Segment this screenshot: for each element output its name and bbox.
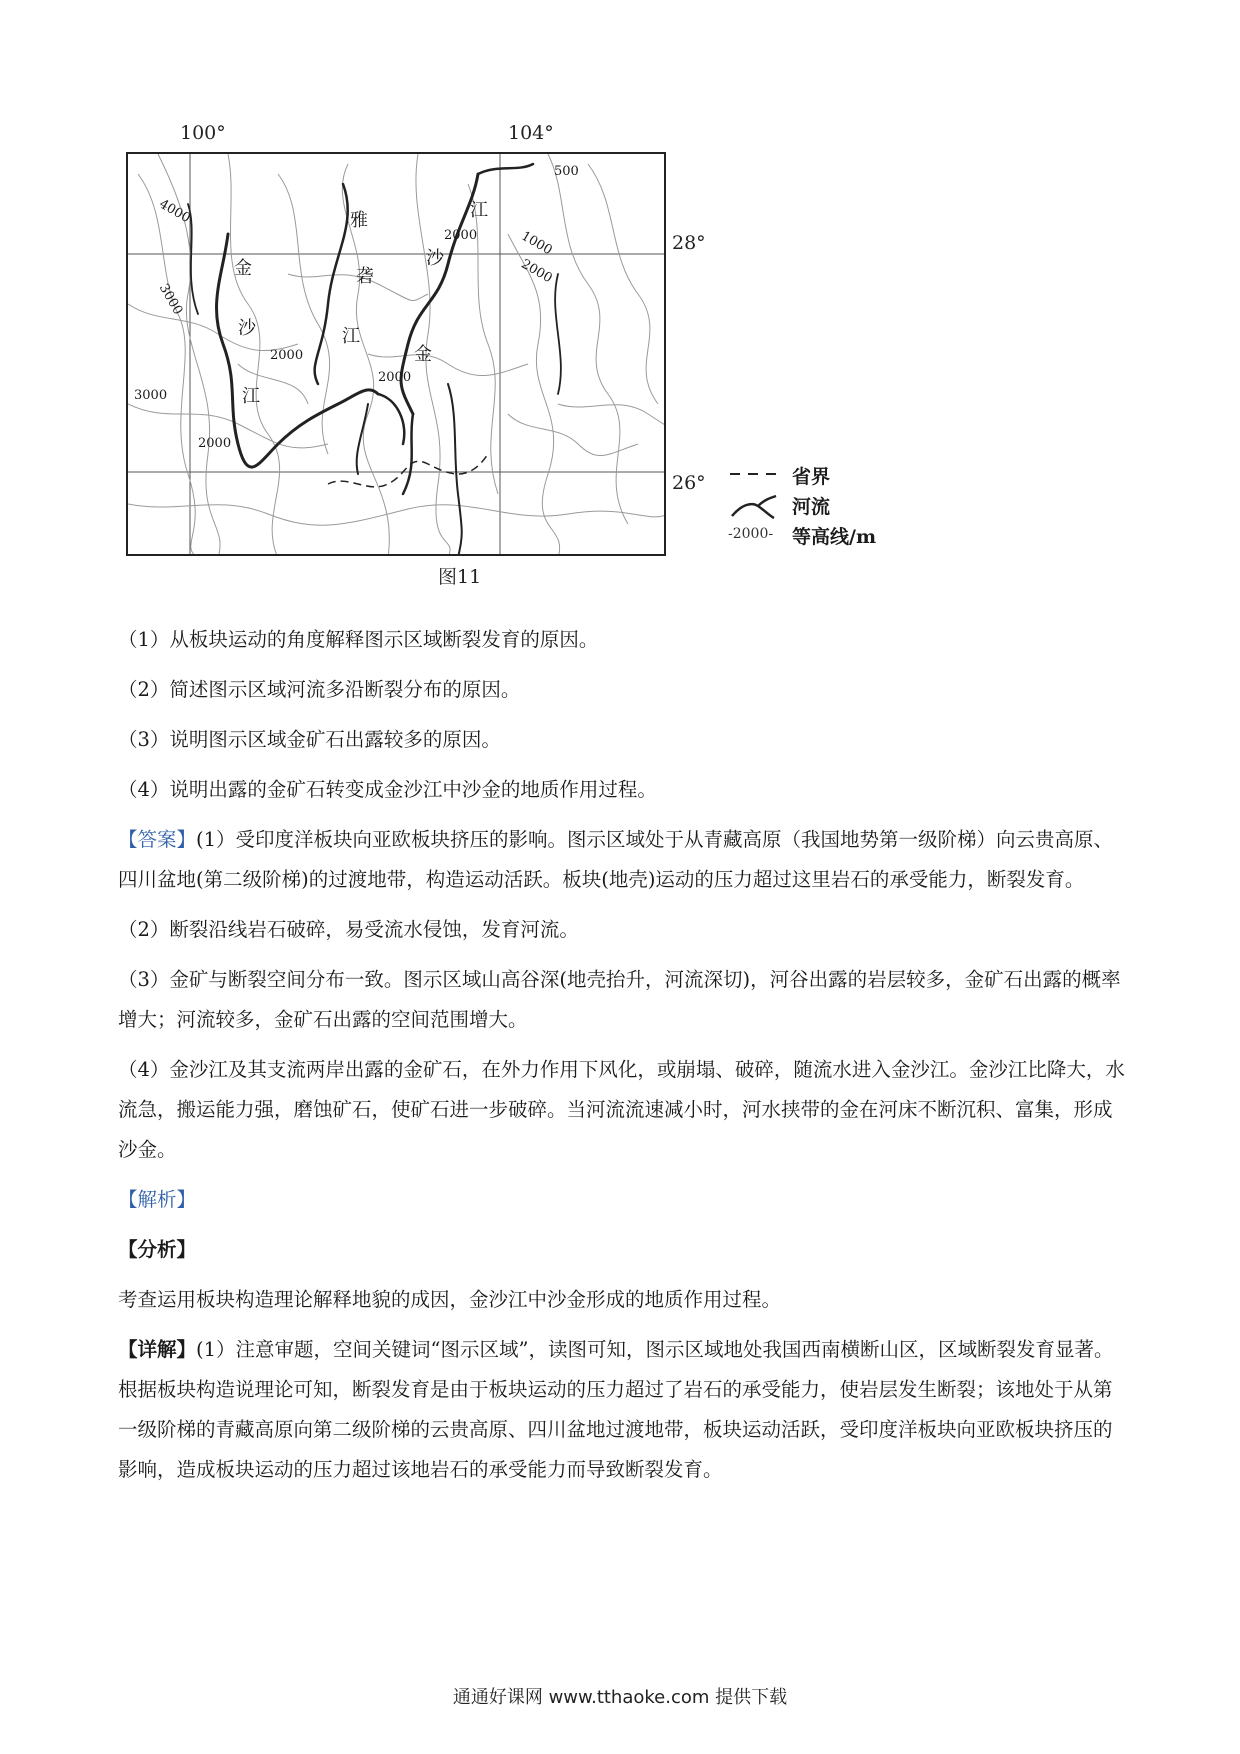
contour-label: 2000 [198,436,232,451]
legend-contour-label: 等高线/m [792,526,877,548]
question-4: （4）说明出露的金矿石转变成金沙江中沙金的地质作用过程。 [118,778,657,801]
contour-label: 3000 [134,388,168,403]
answer-3: （3）金矿与断裂空间分布一致。图示区域山高谷深(地壳抬升，河流深切)，河谷出露的岩层较多，金矿石出露的概率增大；河流较多，金矿石出露的空间范围增大。 [118,968,1121,1031]
contour-label: 2000 [518,256,555,287]
analysis-subheading [118,1230,1130,1270]
answer-2: （2）断裂沿线岩石破碎，易受流水侵蚀，发育河流。 [118,918,579,941]
contour-label: 2000 [270,348,304,363]
river-label-jin-s: 金 [414,344,432,365]
dashed-line-icon [728,464,778,484]
contour-label: 1000 [518,228,555,259]
lat-26-label: 26° [672,472,706,494]
map-legend [728,460,908,550]
topographic-map [126,152,666,556]
contour-label: 3000 [155,281,186,318]
question-content [118,620,1130,1500]
question-3: （3）说明图示区域金矿石出露较多的原因。 [118,728,501,751]
contour-label: 2000 [378,370,412,385]
contour-label: 4000 [156,196,193,227]
answer-tag: 【答案】 [118,828,197,851]
river-label-sha-ne: 沙 [426,248,444,269]
detail-1-text: (1）注意审题，空间关键词“图示区域”，读图可知，图示区域地处我国西南横断山区，区域断裂发育显著。根据板块构造说理论可知，断裂发育是由于板块运动的压力超过了岩石的承受能力，使岩层发生断裂；该地处于从第一级阶梯的青藏高原向第二级阶梯的云贵高原、四川盆地过渡地带，板块运动活跃，受印度洋板块向亚欧板块挤压的影响，造成板块运动的压力超过该地岩石的承受能力而导致断裂发育。 [118,1338,1114,1481]
question-2: （2）简述图示区域河流多沿断裂分布的原因。 [118,678,521,701]
legend-province-border-label: 省界 [792,466,831,488]
lat-28-label: 28° [672,232,706,254]
answer-1-text: (1）受印度洋板块向亚欧板块挤压的影响。图示区域处于从青藏高原（我国地势第一级阶梯）向云贵高原、四川盆地(第二级阶梯)的过渡地带，构造运动活跃。板块(地壳)运动的压力超过这里岩石的承受能力，断裂发育。 [118,828,1114,891]
question-1: （1）从板块运动的角度解释图示区域断裂发育的原因。 [118,628,599,651]
answer-4: （4）金沙江及其支流两岸出露的金矿石，在外力作用下风化，或崩塌、破碎，随流水进入金沙江。金沙江比降大，水流急，搬运能力强，磨蚀矿石，使矿石进一步破碎。当河流流速减小时，河水挟带的金在河床不断沉积、富集，形成沙金。 [118,1058,1125,1161]
legend-river-label: 河流 [792,496,831,518]
analysis-tag: 【解析】 [118,1188,197,1211]
river-label-jiang: 江 [242,386,260,407]
legend-province-border [728,460,908,490]
detail-tag: 【详解】 [118,1338,197,1361]
legend-contour-value: 2000 [732,526,769,542]
river-icon [728,494,778,520]
legend-contour-sample: -2000- [728,526,774,542]
analysis-text: 考查运用板块构造理论解释地貌的成因，金沙江中沙金形成的地质作用过程。 [118,1288,782,1311]
figure-caption: 图11 [438,566,482,588]
river-label-jin: 金 [234,258,252,279]
analysis-sub-tag: 【分析】 [118,1238,197,1261]
map-figure [118,120,918,590]
river-label-ya: 雅 [350,210,368,231]
analysis-heading [118,1180,1130,1220]
river-label-jiang-yalong: 江 [342,326,360,347]
page-footer: 通通好课网 www.tthaoke.com 提供下载 [452,1687,788,1708]
river-label-sha: 沙 [238,318,256,339]
map-drawing [128,154,666,556]
legend-river [728,490,908,520]
legend-contour [728,520,908,550]
lon-104-label: 104° [508,122,554,144]
answer-1 [118,820,1130,900]
detail-1 [118,1330,1130,1490]
river-label-long: 砻 [356,266,374,287]
river-label-jiang-ne: 江 [470,200,488,221]
contour-label: 500 [554,164,579,179]
lon-100-label: 100° [180,122,226,144]
contour-label: 2000 [444,228,478,243]
